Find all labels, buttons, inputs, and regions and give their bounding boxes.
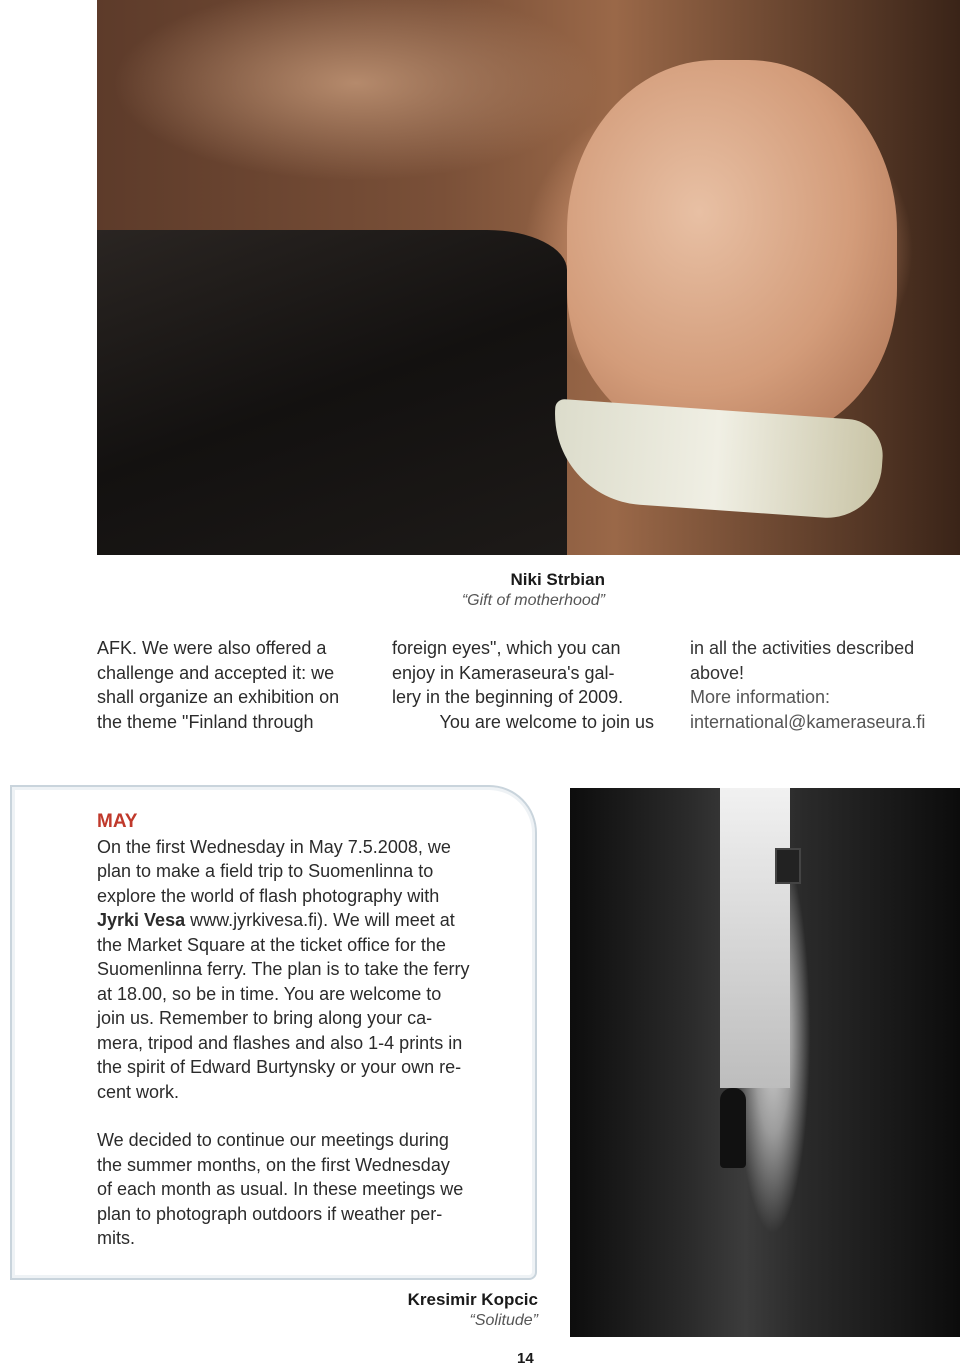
- text-line: mits.: [97, 1228, 135, 1248]
- text-line: at 18.00, so be in time. You are welcome to: [97, 983, 442, 1004]
- photographer-name: Kresimir Kopcic: [407, 1290, 538, 1309]
- text-line: the Market Square at the ticket office for the: [97, 934, 446, 955]
- text-line: We decided to continue our meetings during: [97, 1130, 449, 1150]
- text-line: lery in the beginning of 2009.: [392, 687, 624, 707]
- text-column-1: [97, 636, 372, 734]
- photographer-name: Niki Strbian: [510, 570, 605, 589]
- text-line: of each month as usual. In these meetings we: [97, 1179, 464, 1199]
- text-fragment: www.jyrkivesa.fi). We will meet at: [185, 910, 455, 930]
- text-line: plan to make a field trip to Suomenlinna to: [97, 861, 434, 881]
- photo-jeans-region: [97, 230, 567, 555]
- text-line: challenge and accepted it: we: [97, 662, 335, 683]
- text-line: the theme "Finland through: [97, 711, 314, 732]
- instructor-name: Jyrki Vesa: [97, 910, 186, 930]
- summer-meetings-paragraph: [97, 1128, 517, 1251]
- text-line: On the first Wednesday in May 7.5.2008, we: [97, 836, 451, 857]
- text-line: the summer months, on the first Wednesday: [97, 1154, 450, 1175]
- photo-gift-of-motherhood: [97, 0, 960, 555]
- page-number: 14: [517, 1350, 534, 1367]
- text-line: shall organize an exhibition on: [97, 687, 340, 707]
- photo-caption-bottom: [408, 1290, 538, 1330]
- text-line: mera, tripod and flashes and also 1-4 prints in: [97, 1032, 463, 1053]
- photo-solitude: [570, 788, 960, 1337]
- photo-caption-top: [462, 570, 605, 610]
- text-line: foreign eyes", which you can: [392, 638, 621, 658]
- text-line: join us. Remember to bring along your ca-: [97, 1008, 433, 1028]
- text-line: cent work.: [97, 1081, 180, 1102]
- text-line: the spirit of Edward Burtynsky or your own re-: [97, 1057, 462, 1077]
- photo-title: “Solitude”: [469, 1312, 538, 1329]
- photo-sky-region: [720, 788, 790, 1088]
- text-line: Suomenlinna ferry. The plan is to take the ferry: [97, 959, 470, 979]
- text-column-3: [690, 636, 955, 734]
- text-line: You are welcome to join us: [439, 711, 654, 732]
- text-line: More information:: [690, 687, 831, 707]
- street-lamp-icon: [775, 848, 801, 884]
- text-line: above!: [690, 662, 745, 683]
- month-heading: MAY: [97, 811, 138, 832]
- photo-belly-region: [567, 60, 897, 440]
- contact-email: international@kameraseura.fi: [690, 711, 926, 732]
- text-line: enjoy in Kameraseura's gal-: [392, 662, 615, 683]
- text-line: plan to photograph outdoors if weather per-: [97, 1203, 443, 1224]
- walking-figure: [720, 1088, 746, 1168]
- text-line: explore the world of flash photography with: [97, 885, 440, 906]
- text-line: AFK. We were also offered a: [97, 638, 327, 658]
- photo-title: “Gift of motherhood”: [461, 592, 605, 609]
- text-line: in all the activities described: [690, 638, 915, 658]
- text-column-2: [392, 636, 654, 734]
- text-line: [97, 908, 517, 933]
- may-info-text: [97, 810, 517, 1251]
